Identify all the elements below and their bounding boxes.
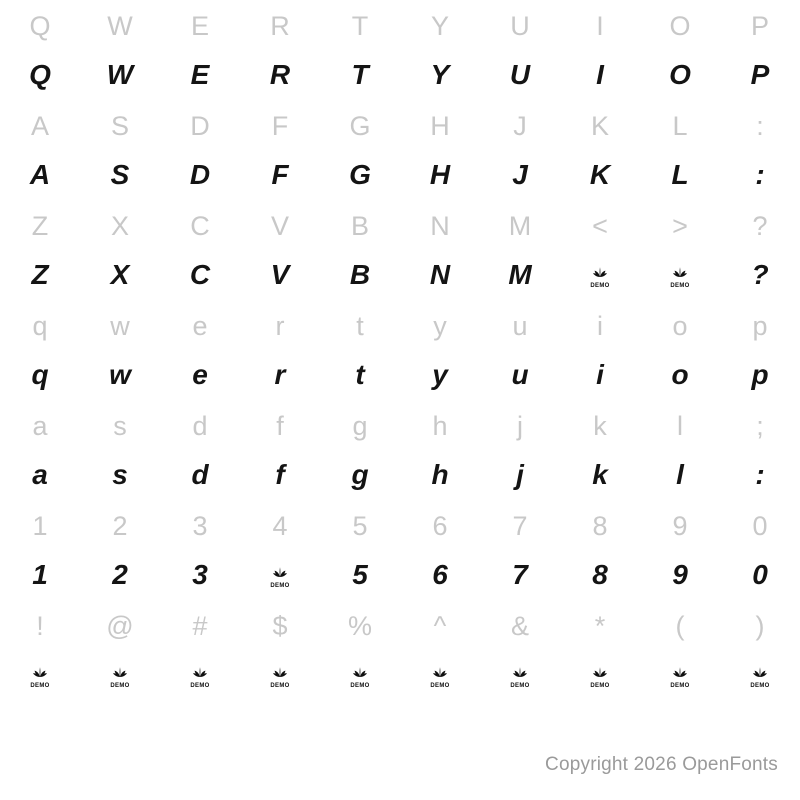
reference-glyph-cell: s <box>113 411 127 441</box>
sample-glyph-cell: 7 <box>512 559 528 590</box>
reference-glyph-cell: D <box>190 111 210 141</box>
reference-glyph-cell: 7 <box>512 511 528 541</box>
sample-glyph-cell: 3 <box>192 559 208 590</box>
sample-glyph-cell: w <box>109 359 131 390</box>
missing-glyph-cell <box>640 652 720 697</box>
reference-glyph-cell: 1 <box>32 511 48 541</box>
reference-glyph-cell: l <box>677 411 683 441</box>
row-block-spacer <box>0 697 800 700</box>
sample-glyph-cell: d <box>191 459 209 490</box>
demo-watermark-icon <box>267 564 293 590</box>
reference-glyph-cell: V <box>270 211 289 241</box>
copyright-notice: Copyright 2026 OpenFonts <box>545 754 778 775</box>
reference-glyph-cell: 9 <box>672 511 688 541</box>
reference-glyph-cell: > <box>672 211 688 241</box>
reference-glyph-cell: u <box>512 311 528 341</box>
demo-watermark-label: DEMO <box>590 282 610 289</box>
sample-glyph-cell: Y <box>430 59 450 90</box>
reference-glyph-cell: C <box>190 211 210 241</box>
missing-glyph-cell <box>560 652 640 697</box>
reference-glyph-row <box>0 300 800 352</box>
reference-glyph-row <box>0 0 800 52</box>
reference-glyph-cell: T <box>351 11 369 41</box>
reference-glyph-cell: P <box>750 11 769 41</box>
reference-glyph-cell: < <box>592 211 608 241</box>
reference-glyph-cell: 6 <box>432 511 448 541</box>
reference-glyph-cell: ! <box>36 611 44 641</box>
sample-glyph-cell: P <box>750 59 770 90</box>
reference-glyph-cell: 3 <box>192 511 208 541</box>
sample-glyph-cell: Q <box>29 59 51 90</box>
sample-glyph-cell: : <box>755 159 765 190</box>
reference-glyph-row <box>0 600 800 652</box>
sample-glyph-cell: f <box>275 459 285 490</box>
sample-glyph-cell: j <box>516 459 524 490</box>
reference-glyph-cell: i <box>597 311 603 341</box>
reference-glyph-cell: h <box>432 411 448 441</box>
sample-glyph-cell: U <box>509 59 531 90</box>
reference-glyph-cell: 4 <box>272 511 288 541</box>
reference-glyph-cell: e <box>192 311 208 341</box>
reference-glyph-cell: o <box>672 311 688 341</box>
demo-watermark-label: DEMO <box>30 682 50 689</box>
sample-glyph-cell: S <box>110 159 130 190</box>
sample-glyph-row <box>0 52 800 97</box>
reference-glyph-cell: G <box>349 111 371 141</box>
reference-glyph-cell: p <box>752 311 768 341</box>
sample-glyph-cell: K <box>589 159 611 190</box>
sample-glyph-cell: t <box>355 359 365 390</box>
sample-glyph-cell: 0 <box>752 559 768 590</box>
sample-glyph-cell: 1 <box>32 559 48 590</box>
reference-glyph-cell: O <box>669 11 691 41</box>
reference-glyph-cell: r <box>275 311 285 341</box>
missing-glyph-cell <box>480 652 560 697</box>
reference-glyph-cell: X <box>110 211 129 241</box>
reference-glyph-cell: & <box>510 611 529 641</box>
sample-glyph-cell: r <box>274 359 286 390</box>
demo-watermark-label: DEMO <box>670 682 690 689</box>
reference-glyph-row <box>0 100 800 152</box>
reference-glyph-row <box>0 200 800 252</box>
reference-glyph-cell: ) <box>755 611 765 641</box>
demo-watermark-icon <box>587 664 613 690</box>
sample-glyph-row <box>0 152 800 197</box>
reference-glyph-cell: K <box>590 111 609 141</box>
reference-glyph-cell: N <box>430 211 450 241</box>
sample-glyph-cell: 6 <box>432 559 448 590</box>
sample-glyph-cell: i <box>596 359 604 390</box>
reference-glyph-cell: W <box>107 11 133 41</box>
sample-glyph-row <box>0 452 800 497</box>
reference-glyph-cell: ? <box>752 211 768 241</box>
missing-glyph-cell <box>240 552 320 597</box>
reference-glyph-cell: H <box>430 111 450 141</box>
reference-glyph-cell: ; <box>756 411 764 441</box>
reference-glyph-cell: 5 <box>352 511 368 541</box>
sample-glyph-cell: k <box>592 459 608 490</box>
reference-glyph-cell: q <box>32 311 48 341</box>
reference-glyph-row <box>0 500 800 552</box>
sample-glyph-cell: Z <box>31 259 49 290</box>
demo-watermark-label: DEMO <box>750 682 770 689</box>
reference-glyph-cell: ( <box>675 611 685 641</box>
reference-glyph-cell: 0 <box>752 511 768 541</box>
demo-watermark-icon <box>587 264 613 290</box>
sample-glyph-cell: V <box>270 259 290 290</box>
sample-glyph-cell: D <box>189 159 211 190</box>
demo-watermark-label: DEMO <box>270 582 290 589</box>
reference-glyph-cell: L <box>672 111 688 141</box>
sample-glyph-row <box>0 252 800 297</box>
sample-glyph-cell: : <box>755 459 765 490</box>
sample-glyph-cell: a <box>32 459 48 490</box>
demo-watermark-label: DEMO <box>430 682 450 689</box>
sample-glyph-cell: g <box>351 459 369 490</box>
missing-glyph-cell <box>240 652 320 697</box>
reference-glyph-cell: ^ <box>433 611 447 641</box>
sample-glyph-cell: ? <box>751 259 769 290</box>
sample-glyph-cell: I <box>596 59 604 90</box>
missing-glyph-cell <box>720 652 800 697</box>
reference-glyph-cell: S <box>110 111 129 141</box>
sample-glyph-cell: O <box>669 59 691 90</box>
reference-glyph-cell: @ <box>106 611 134 641</box>
demo-watermark-label: DEMO <box>190 682 210 689</box>
missing-glyph-cell <box>0 652 80 697</box>
demo-watermark-icon <box>267 664 293 690</box>
demo-watermark-label: DEMO <box>270 682 290 689</box>
sample-glyph-cell: 5 <box>352 559 368 590</box>
sample-glyph-cell: s <box>112 459 128 490</box>
sample-glyph-cell: q <box>31 359 49 390</box>
reference-glyph-cell: R <box>270 11 290 41</box>
sample-glyph-cell: T <box>351 59 369 90</box>
sample-glyph-cell: o <box>671 359 689 390</box>
reference-glyph-cell: E <box>190 11 209 41</box>
sample-glyph-row <box>0 352 800 397</box>
reference-glyph-cell: Y <box>430 11 449 41</box>
sample-glyph-cell: L <box>671 159 689 190</box>
reference-glyph-cell: j <box>517 411 523 441</box>
reference-glyph-cell: y <box>433 311 447 341</box>
reference-glyph-cell: # <box>192 611 208 641</box>
missing-glyph-cell <box>560 252 640 297</box>
missing-glyph-cell <box>80 652 160 697</box>
reference-glyph-cell: t <box>356 311 364 341</box>
sample-glyph-cell: A <box>29 159 51 190</box>
demo-watermark-label: DEMO <box>110 682 130 689</box>
sample-glyph-cell: l <box>676 459 684 490</box>
demo-watermark-label: DEMO <box>510 682 530 689</box>
sample-glyph-cell: E <box>190 59 210 90</box>
reference-glyph-cell: Q <box>29 11 51 41</box>
sample-glyph-row <box>0 652 800 697</box>
reference-glyph-cell: k <box>593 411 607 441</box>
demo-watermark-icon <box>347 664 373 690</box>
reference-glyph-cell: F <box>271 111 289 141</box>
missing-glyph-cell <box>160 652 240 697</box>
sample-glyph-cell: J <box>512 159 528 190</box>
sample-glyph-cell: h <box>431 459 449 490</box>
sample-glyph-cell: 2 <box>112 559 128 590</box>
sample-glyph-cell: 9 <box>672 559 688 590</box>
missing-glyph-cell <box>640 252 720 297</box>
demo-watermark-icon <box>27 664 53 690</box>
sample-glyph-cell: M <box>508 259 532 290</box>
sample-glyph-row <box>0 552 800 597</box>
demo-watermark-label: DEMO <box>670 282 690 289</box>
reference-glyph-cell: 8 <box>592 511 608 541</box>
demo-watermark-icon <box>667 664 693 690</box>
reference-glyph-cell: $ <box>272 611 288 641</box>
reference-glyph-cell: 2 <box>112 511 128 541</box>
demo-watermark-icon <box>667 264 693 290</box>
reference-glyph-cell: f <box>276 411 284 441</box>
demo-watermark-icon <box>507 664 533 690</box>
demo-watermark-icon <box>107 664 133 690</box>
demo-watermark-icon <box>187 664 213 690</box>
sample-glyph-cell: B <box>349 259 371 290</box>
demo-watermark-icon <box>747 664 773 690</box>
demo-watermark-label: DEMO <box>350 682 370 689</box>
reference-glyph-cell: d <box>192 411 208 441</box>
reference-glyph-cell: Z <box>31 211 49 241</box>
sample-glyph-cell: p <box>751 359 769 390</box>
reference-glyph-cell: A <box>30 111 49 141</box>
missing-glyph-cell <box>400 652 480 697</box>
reference-glyph-cell: I <box>596 11 604 41</box>
reference-glyph-cell: J <box>513 111 527 141</box>
sample-glyph-cell: F <box>271 159 289 190</box>
sample-glyph-cell: N <box>429 259 451 290</box>
reference-glyph-cell: U <box>510 11 530 41</box>
reference-glyph-cell: a <box>32 411 48 441</box>
reference-glyph-cell: g <box>352 411 368 441</box>
sample-glyph-cell: X <box>110 259 130 290</box>
demo-watermark-icon <box>427 664 453 690</box>
reference-glyph-row <box>0 400 800 452</box>
demo-watermark-label: DEMO <box>590 682 610 689</box>
sample-glyph-cell: u <box>511 359 529 390</box>
reference-glyph-cell: w <box>110 311 130 341</box>
reference-glyph-cell: M <box>508 211 532 241</box>
sample-glyph-cell: R <box>269 59 291 90</box>
sample-glyph-cell: 8 <box>592 559 608 590</box>
sample-glyph-cell: H <box>429 159 451 190</box>
reference-glyph-cell: B <box>350 211 369 241</box>
missing-glyph-cell <box>320 652 400 697</box>
sample-glyph-cell: G <box>349 159 371 190</box>
reference-glyph-cell: % <box>347 611 372 641</box>
sample-glyph-cell: y <box>432 359 448 390</box>
reference-glyph-cell: : <box>756 111 764 141</box>
reference-glyph-cell: * <box>594 611 606 641</box>
sample-glyph-cell: C <box>189 259 211 290</box>
sample-glyph-cell: W <box>106 59 134 90</box>
sample-glyph-cell: e <box>192 359 208 390</box>
